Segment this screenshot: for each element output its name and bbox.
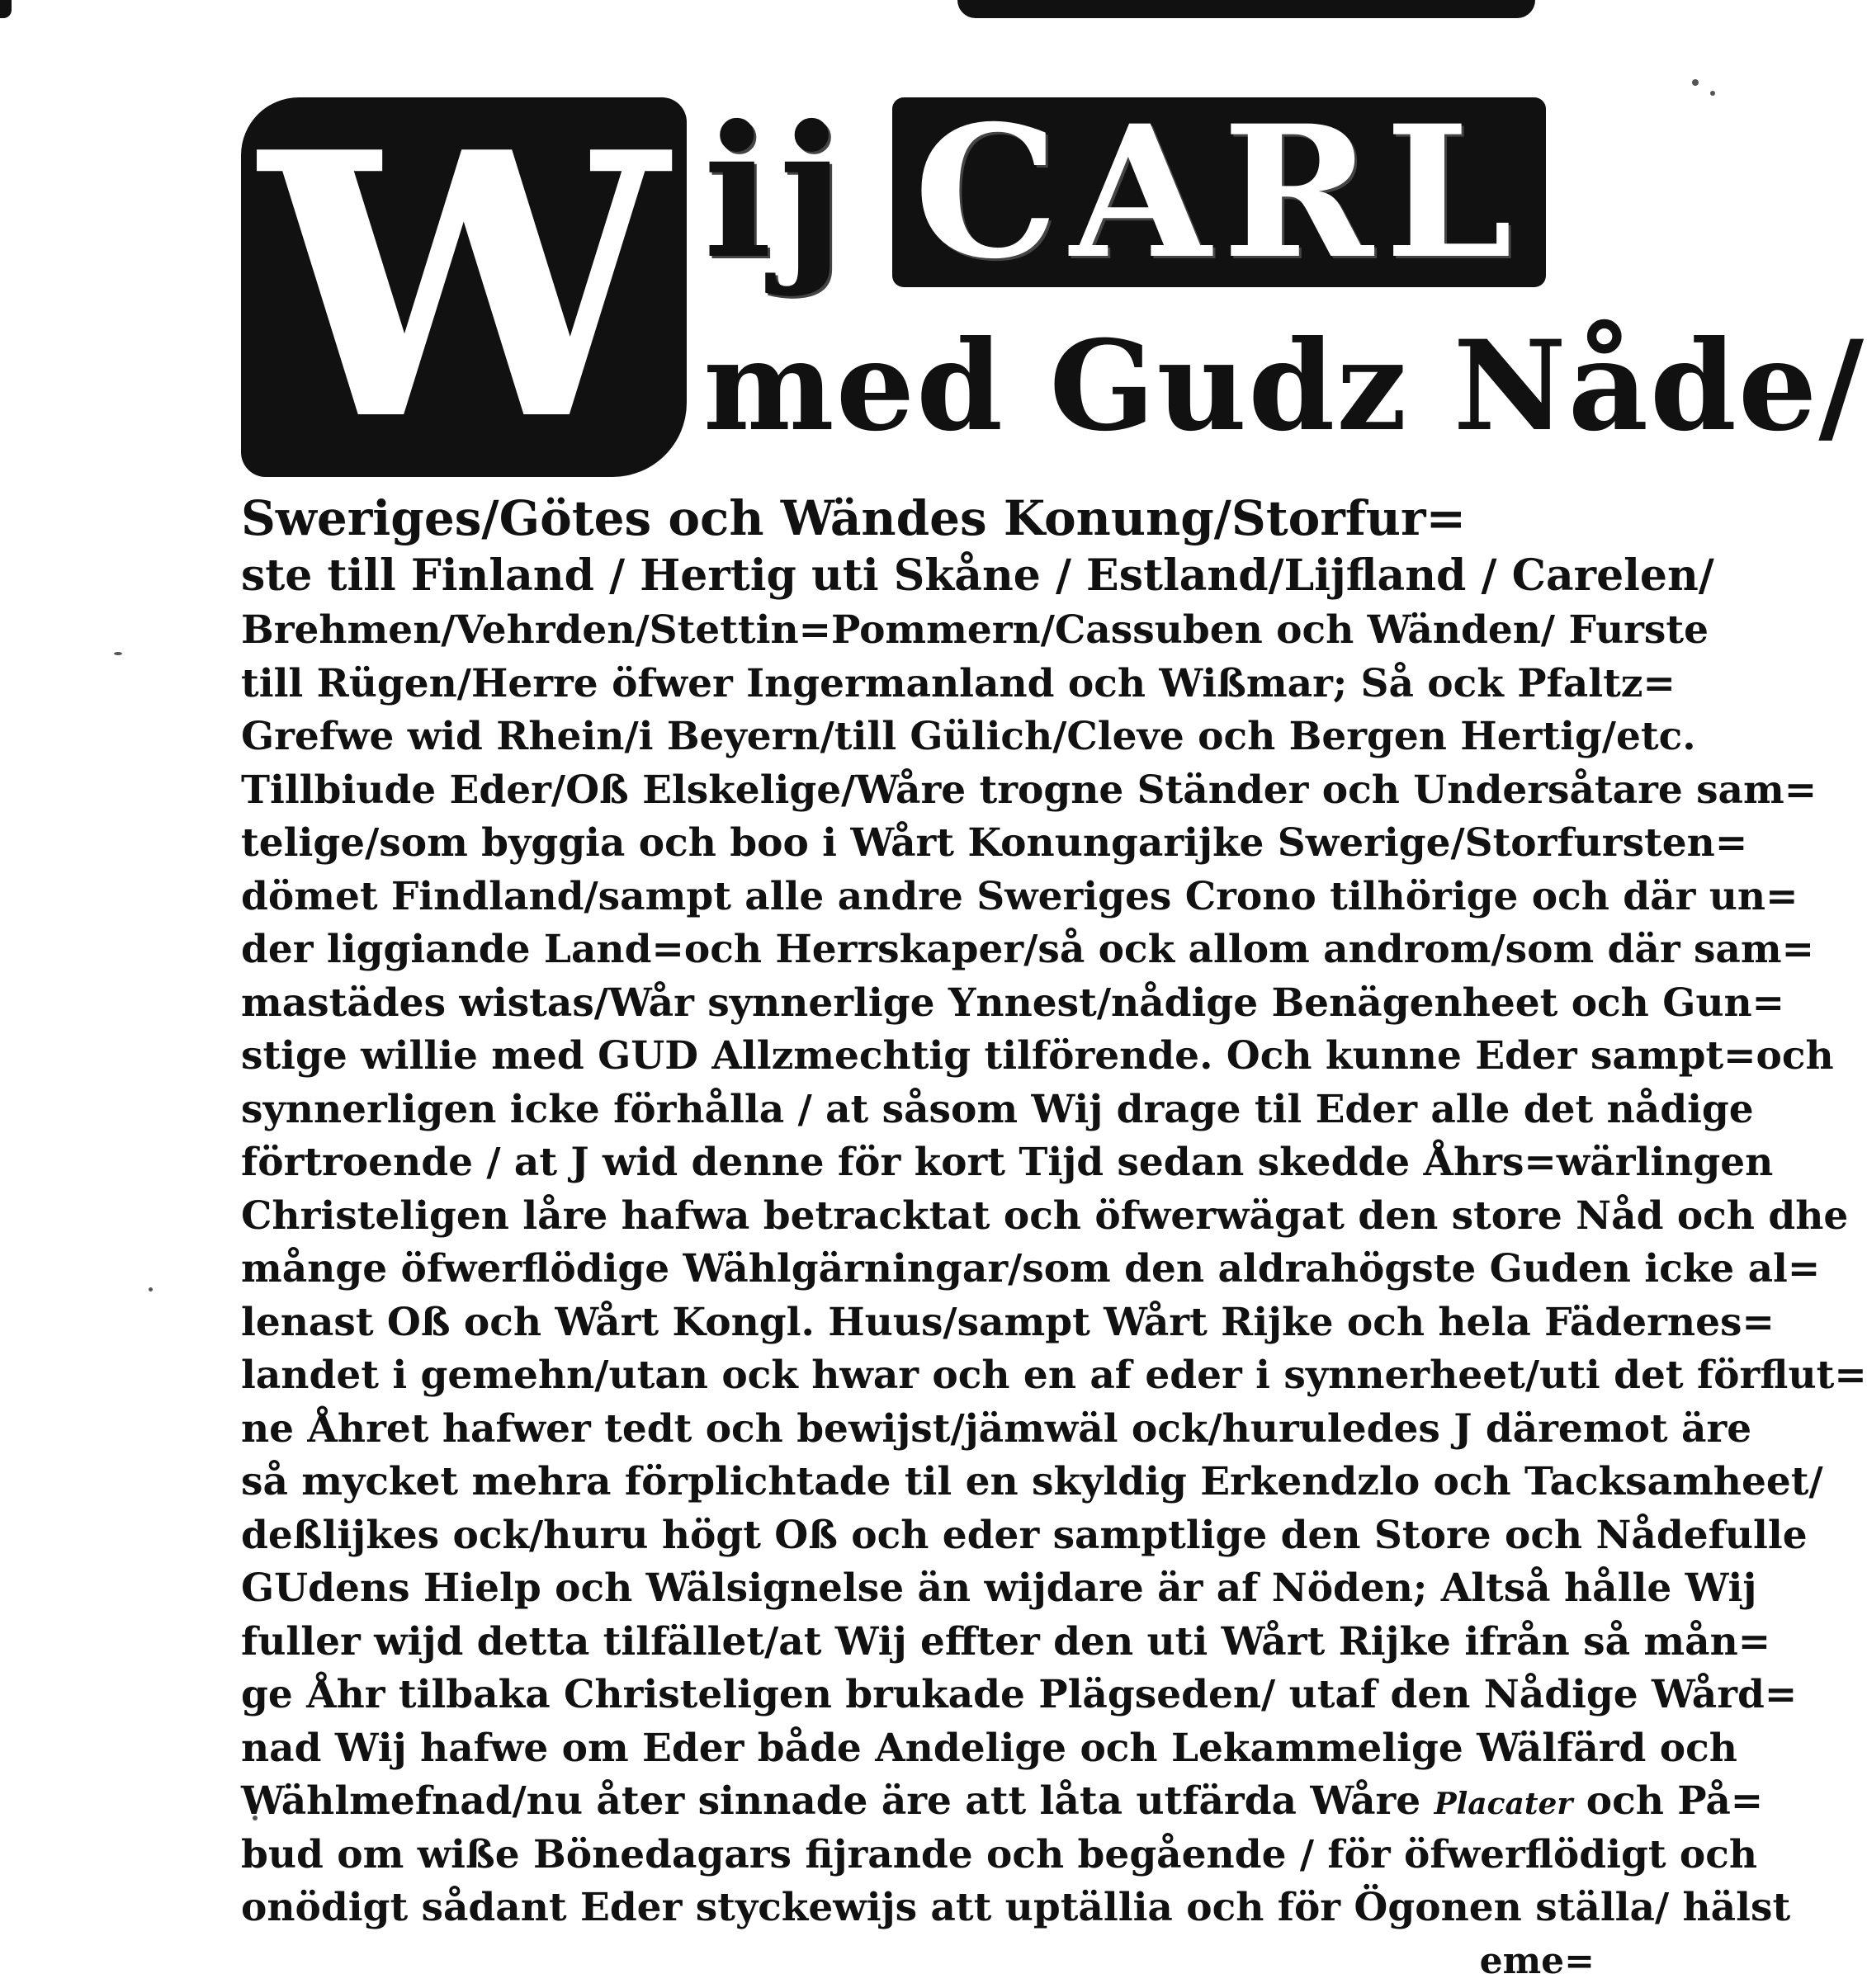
body-line: synnerligen icke förhålla / at såsom Wij drage til Eder alle det nådige	[241, 1086, 1754, 1132]
body-line: till Rügen/Herre öfwer Ingermanland och Wißmar; Så ock Pfaltz=	[241, 660, 1676, 706]
body-line: deßlijkes ock/huru högt Oß och eder samptlige den Store och Nådefulle	[241, 1512, 1808, 1558]
body-line: ne Åhret hafwer tedt och bewijst/jämwäl ock/huruledes J däremot äre	[241, 1405, 1752, 1452]
body-line: Christeligen låre hafwa betracktat och öfwerwägat den store Nåd och dhe	[241, 1192, 1849, 1239]
decorated-initial: W	[241, 97, 687, 477]
decree-body	[241, 489, 1867, 1988]
body-line: lenast Oß och Wårt Kongl. Huus/sampt Wårt Rijke och hela Fädernes=	[241, 1299, 1775, 1345]
body-line: så mycket mehra förplichtade til en skyldig Erkendzlo och Tacksamheet/	[241, 1459, 1823, 1504]
body-line: månge öfwerflödige Wählgärningar/som den aldrahögste Guden icke al=	[241, 1246, 1821, 1291]
body-line-text-continued: och På=	[1572, 1778, 1764, 1824]
scan-speck	[1692, 79, 1699, 86]
body-line-with-latin	[241, 1775, 1764, 1829]
body-line: fuller wijd detta tilfället/at Wij effter den uti Wårt Rijke ifrån så mån=	[241, 1618, 1771, 1665]
scan-edge-mark	[0, 0, 12, 18]
title-line-1	[703, 85, 1611, 299]
body-line: ge Åhr tilbaka Christeligen brukade Plägseden/ utaf den Nådige Wård=	[241, 1672, 1798, 1717]
latin-word-placater: Placater	[1434, 1787, 1573, 1821]
body-line: stige willie med GUD Allzmechtig tilförende. Och kunne Eder sampt=och	[241, 1033, 1834, 1079]
body-line-text: Wählmefnad/nu åter sinnade äre att låta utfärda Wåre	[241, 1778, 1421, 1824]
scan-speck	[1710, 91, 1715, 96]
title-block	[241, 73, 1866, 500]
body-line: dömet Findland/sampt alle andre Sweriges Crono tilhörige och där un=	[241, 873, 1798, 919]
scan-edge-shadow	[957, 0, 1535, 18]
body-line: förtroende / at J wid denne för kort Tijd sedan skedde Åhrs=wärlingen	[241, 1140, 1774, 1185]
body-line: bud om wiße Bönedagars fijrande och begående / för öfwerflödigt och	[241, 1831, 1758, 1877]
body-line: telige/som byggia och boo i Wårt Konungarijke Swerige/Storfursten=	[241, 820, 1748, 866]
body-line: Grefwe wid Rhein/i Beyern/till Gülich/Cleve och Bergen Hertig/etc.	[241, 714, 1696, 759]
title-line-2: med Gudz Nåde/	[703, 314, 1866, 459]
body-line: mastädes wistas/Wår synnerlige Ynnest/nådige Benägenheet och Gun=	[241, 980, 1785, 1026]
body-line: der liggiande Land=och Herrskaper/så ock allom androm/som där sam=	[241, 927, 1815, 972]
body-line: Sweriges/Götes och Wändes Konung/Storfur=	[241, 490, 1467, 546]
body-line: GUdens Hielp och Wälsignelse än wijdare är af Nöden; Altså hålle Wij	[241, 1565, 1757, 1611]
title-word-ij: ij	[703, 85, 852, 299]
body-line: landet i gemehn/utan ock hwar och en af eder i synnerheet/uti det förflut=	[241, 1353, 1867, 1398]
body-line: Tillbiude Eder/Oß Elskelige/Wåre trogne Ständer och Undersåtare sam=	[241, 767, 1817, 813]
body-line: ste till Finland / Hertig uti Skåne / Estland/Lijfland / Carelen/	[241, 550, 1714, 601]
royal-decree-page	[241, 73, 1867, 1982]
body-line: onödigt sådant Eder styckewijs att uptällia och för Ögonen ställa/ hälst	[241, 1885, 1791, 1930]
scan-speck	[149, 1287, 153, 1291]
body-line: Brehmen/Vehrden/Stettin=Pommern/Cassuben och Wänden/ Furste	[241, 607, 1709, 653]
title-word-carl: CARL	[892, 97, 1545, 287]
scan-speck	[114, 652, 122, 655]
body-line: nad Wij hafwe om Eder både Andelige och Lekammelige Wälfärd och	[241, 1725, 1737, 1771]
catchword: eme=	[1479, 1939, 1595, 1982]
